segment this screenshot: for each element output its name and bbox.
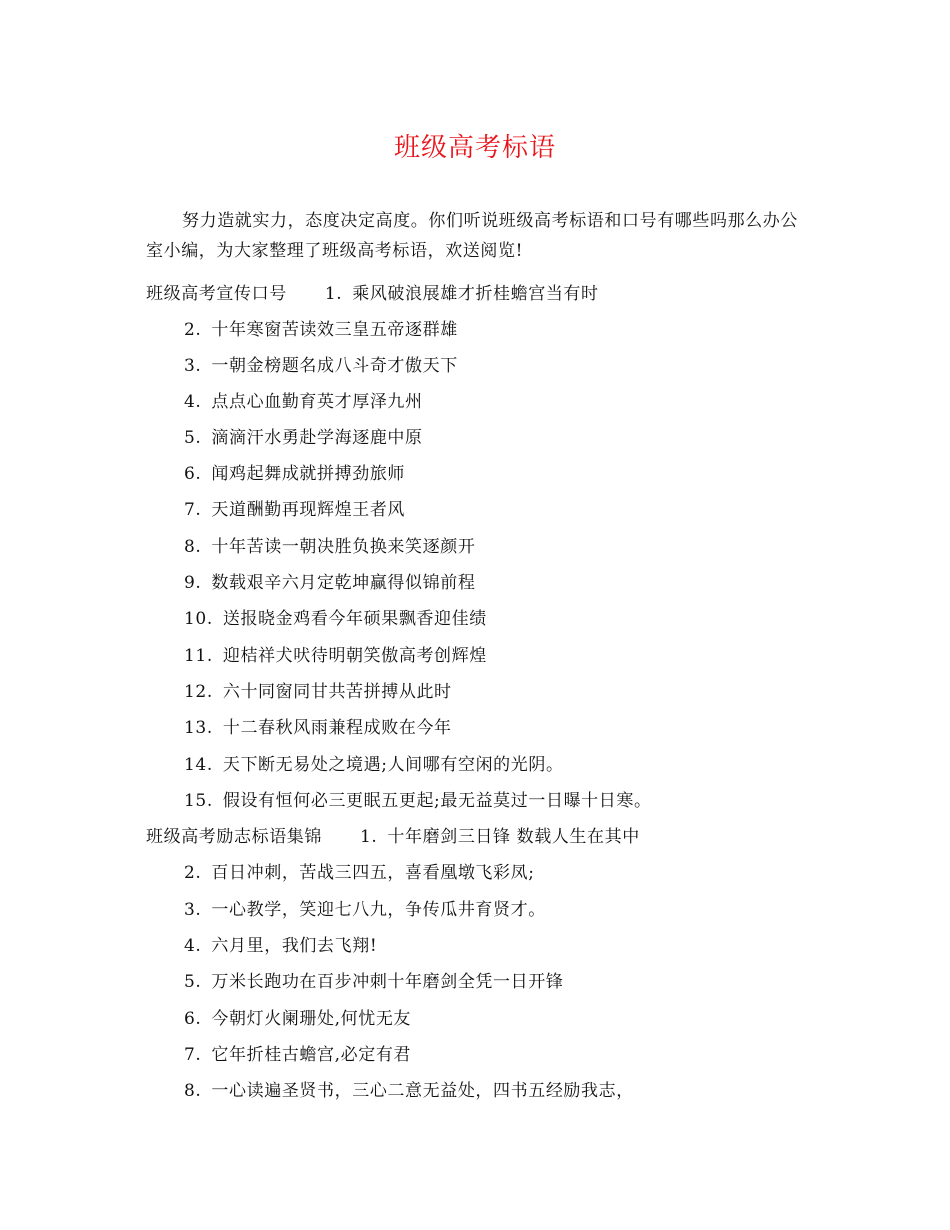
slogan-text: 迎桔祥犬吠待明朝笑傲高考创辉煌 bbox=[222, 646, 487, 666]
list-item bbox=[184, 716, 452, 740]
slogan-text: 百日冲刺，苦战三四五，喜看凰墩飞彩凤; bbox=[211, 863, 535, 883]
slogan-text: 十年寒窗苦读效三皇五帝逐群雄 bbox=[211, 320, 458, 340]
item-number: 14. bbox=[184, 755, 213, 775]
item-number: 1. bbox=[324, 284, 343, 304]
document-title: 班级高考标语 bbox=[393, 133, 556, 163]
slogan-text: 点点心血勤育英才厚泽九州 bbox=[211, 392, 423, 412]
slogan-text: 天道酬勤再现辉煌王者风 bbox=[211, 500, 406, 520]
item-number: 11. bbox=[184, 646, 213, 666]
intro-paragraph: 努力造就实力，态度决定高度。你们听说班级高考标语和口号有哪些吗那么办公室小编，为大家整理了班级高考标语，欢送阅览! bbox=[146, 211, 798, 261]
section-label-propaganda: 班级高考宣传口号 bbox=[146, 284, 287, 304]
item-number: 3. bbox=[184, 356, 202, 376]
slogan-text: 万米长跑功在百步冲刺十年磨剑全凭一日开锋 bbox=[211, 972, 564, 992]
section-heading-line bbox=[146, 282, 599, 306]
item-number: 4. bbox=[184, 392, 202, 412]
list-item bbox=[184, 354, 458, 378]
list-item bbox=[184, 861, 535, 885]
item-number: 7. bbox=[184, 500, 202, 520]
item-number: 15. bbox=[184, 791, 213, 811]
list-item bbox=[184, 1007, 411, 1031]
item-number: 4. bbox=[184, 936, 202, 956]
list-item bbox=[184, 934, 377, 958]
slogan-text: 一心读遍圣贤书，三心二意无益处，四书五经励我志， bbox=[211, 1081, 634, 1101]
item-number: 9. bbox=[184, 573, 202, 593]
item-number: 2. bbox=[184, 320, 202, 340]
slogan-text: 六月里，我们去飞翔! bbox=[211, 936, 378, 956]
list-item bbox=[184, 1043, 411, 1067]
list-item bbox=[184, 318, 458, 342]
slogan-text: 数载艰辛六月定乾坤赢得似锦前程 bbox=[211, 573, 476, 593]
item-number: 6. bbox=[184, 1009, 202, 1029]
list-item bbox=[184, 680, 452, 704]
list-item bbox=[184, 898, 546, 922]
list-item bbox=[184, 607, 487, 631]
list-item bbox=[184, 571, 475, 595]
slogan-text: 六十同窗同甘共苦拼搏从此时 bbox=[222, 682, 452, 702]
item-number: 13. bbox=[184, 718, 213, 738]
item-number: 3. bbox=[184, 900, 202, 920]
slogan-text: 一心教学，笑迎七八九，争传瓜井育贤才。 bbox=[211, 900, 546, 920]
item-number: 1. bbox=[360, 827, 378, 847]
section-label-motivational: 班级高考励志标语集锦 bbox=[146, 827, 322, 847]
section-heading-line bbox=[146, 825, 640, 849]
item-number: 10. bbox=[184, 609, 213, 629]
item-number: 8. bbox=[184, 1081, 202, 1101]
list-item bbox=[184, 789, 652, 813]
slogan-text: 它年折桂古蟾宫,必定有君 bbox=[211, 1045, 412, 1065]
slogan-text: 一朝金榜题名成八斗奇才傲天下 bbox=[211, 356, 458, 376]
slogan-text: 假设有恒何必三更眠五更起;最无益莫过一日曝十日寒。 bbox=[222, 791, 652, 811]
list-item bbox=[184, 535, 475, 559]
list-item bbox=[184, 753, 564, 777]
item-number: 5. bbox=[184, 972, 202, 992]
slogan-text: 十二春秋风雨兼程成败在今年 bbox=[222, 718, 452, 738]
list-item bbox=[184, 1079, 634, 1103]
slogan-text: 滴滴汗水勇赴学海逐鹿中原 bbox=[211, 428, 423, 448]
item-number: 6. bbox=[184, 464, 202, 484]
list-item bbox=[184, 462, 405, 486]
list-item bbox=[184, 970, 563, 994]
item-number: 8. bbox=[184, 537, 202, 557]
slogan-text: 天下断无易处之境遇;人间哪有空闲的光阴。 bbox=[222, 755, 564, 775]
slogan-text: 今朝灯火阑珊处,何忧无友 bbox=[211, 1009, 412, 1029]
slogan-text: 闻鸡起舞成就拼搏劲旅师 bbox=[211, 464, 406, 484]
list-item bbox=[184, 426, 423, 450]
slogan-text: 十年苦读一朝决胜负换来笑逐颜开 bbox=[211, 537, 476, 557]
slogan-text: 乘风破浪展雄才折桂蟾宫当有时 bbox=[352, 284, 599, 304]
item-number: 7. bbox=[184, 1045, 202, 1065]
slogan-text: 送报晓金鸡看今年硕果飘香迎佳绩 bbox=[222, 609, 487, 629]
list-item bbox=[184, 390, 423, 414]
list-item bbox=[184, 644, 487, 668]
list-item bbox=[184, 498, 405, 522]
item-number: 2. bbox=[184, 863, 202, 883]
item-number: 5. bbox=[184, 428, 202, 448]
slogan-text: 十年磨剑三日锋 数载人生在其中 bbox=[387, 827, 640, 847]
item-number: 12. bbox=[184, 682, 213, 702]
